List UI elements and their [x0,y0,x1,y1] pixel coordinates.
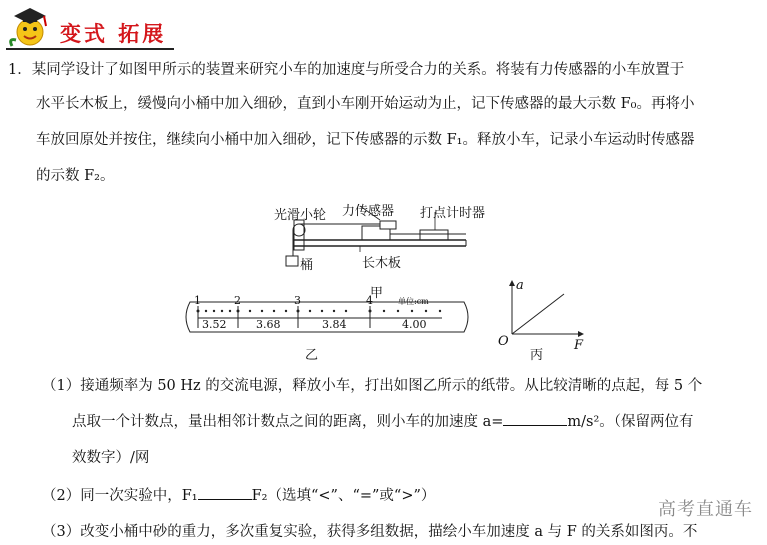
label-board: 长木板 [362,256,402,271]
graph-line [512,294,564,334]
bucket-icon [286,256,298,266]
subq-1-line-3: 效数字）/网 [72,450,150,466]
pulley-icon [293,224,305,236]
question-line-3: 车放回原处并按住，继续向小桶中加入细砂，记下传感器的示数 F₁。释放小车，记录小车运动时传感器 [36,132,695,148]
distance-2: 3.68 [256,318,281,331]
header-underline [6,48,174,50]
subq-2-text-b: F₂（选填“<”、“=”或“>”） [251,488,436,504]
caption-bing: 丙 [530,348,544,363]
subq-1-text-a: 点取一个计数点，量出相邻计数点之间的距离，则小车的加速度 a= [72,414,504,430]
point-3: 3 [294,294,301,307]
subq-1-line-2 [72,410,694,431]
sensor-icon [380,221,396,229]
question-text: 某同学设计了如图甲所示的装置来研究小车的加速度与所受合力的关系。将装有力传感器的小车放置于 [31,62,685,78]
subq-1-text-b: m/s²。（保留两位有 [567,414,694,430]
point-4: 4 [366,294,373,307]
figure-a-f-graph [494,278,590,364]
section-header [6,4,176,50]
point-2: 2 [234,294,241,307]
caption-yi: 乙 [305,348,319,363]
figure-apparatus [270,200,490,282]
distance-1: 3.52 [202,318,227,331]
label-timer: 打点计时器 [420,206,486,221]
question-line-1 [8,60,684,80]
axis-f-label: F [574,338,584,353]
label-pulley: 光滑小轮 [274,208,327,223]
question-line-4: 的示数 F₂。 [36,168,115,184]
tape-unit: 单位:cm [398,297,429,306]
figure-paper-tape [182,294,472,336]
question-line-2: 水平长木板上，缓慢向小桶中加入细砂，直到小车刚开始运动为止，记下传感器的最大示数 F₀。再将小 [36,96,695,112]
label-sensor: 力传感器 [342,204,395,219]
subq-2-text-a: （2）同一次实验中，F₁ [42,488,198,504]
question-number: 1． [8,62,32,78]
section-title: 变式 拓展 [60,22,167,46]
timer-icon [420,230,448,240]
cartoon-mascot-icon [6,4,58,50]
label-bucket: 桶 [300,258,314,273]
subq-3: （3）改变小桶中砂的重力，多次重复实验，获得多组数据，描绘小车加速度 a 与 F 的关系如图丙。不 [42,524,698,540]
subq-1-line-1: （1）接通频率为 50 Hz 的交流电源，释放小车，打出如图乙所示的纸带。从比较清晰的点起，每 5 个 [42,378,703,394]
distance-3: 3.84 [322,318,347,331]
origin-label: O [498,334,509,349]
answer-blank-acceleration[interactable] [503,411,567,426]
answer-blank-compare[interactable] [198,485,252,500]
watermark: 高考直通车 [658,499,753,520]
subq-2 [42,484,435,505]
caption-jia: 甲 [370,286,384,301]
point-1: 1 [194,294,201,307]
distance-4: 4.00 [402,318,427,331]
axis-a-label: a [516,278,524,293]
